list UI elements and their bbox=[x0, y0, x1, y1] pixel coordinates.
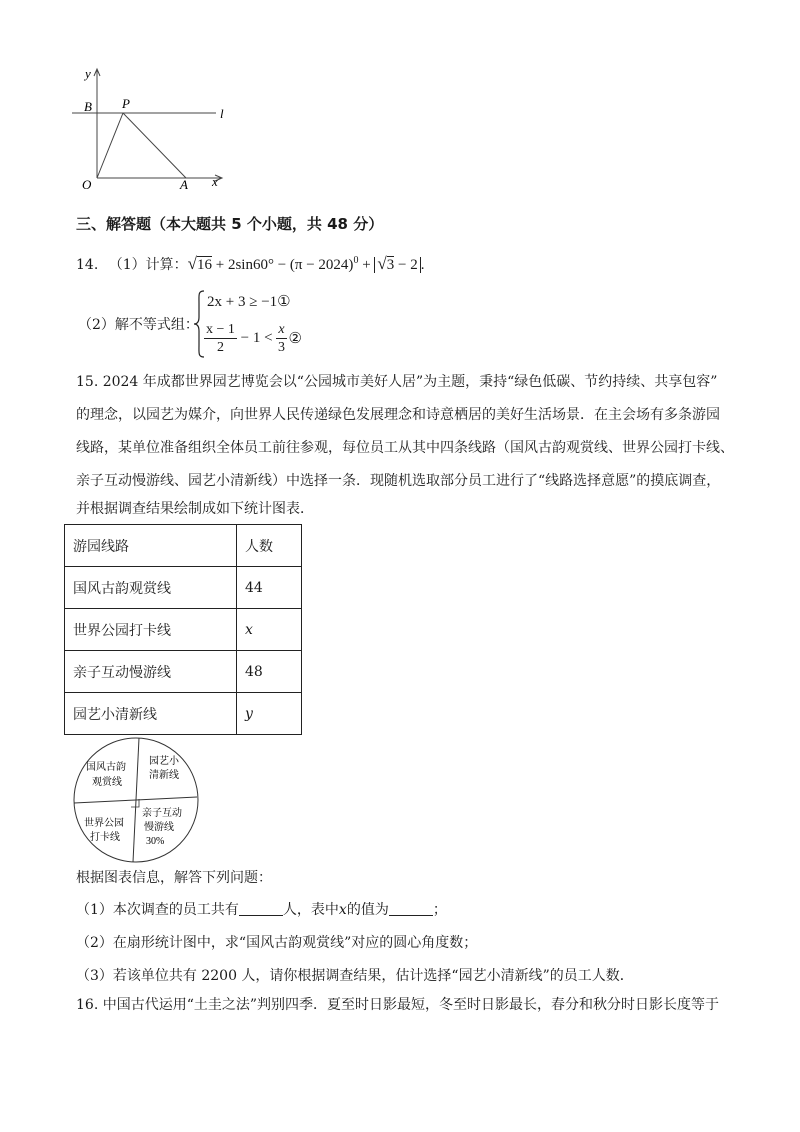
table-cell-count: 44 bbox=[237, 567, 302, 609]
label-B: B bbox=[84, 99, 92, 114]
frac1-num: x − 1 bbox=[206, 322, 235, 337]
pie-label-guofeng-2: 观赏线 bbox=[92, 777, 122, 788]
sub1-d: ； bbox=[432, 902, 447, 918]
ineq1-mark: ① bbox=[277, 294, 291, 310]
q14-part1 bbox=[76, 249, 424, 277]
sub1-var: x bbox=[338, 902, 347, 918]
table-row bbox=[65, 567, 302, 609]
abs-sqrt-sign: √ bbox=[377, 254, 387, 273]
sub1-c: 的值为 bbox=[346, 902, 389, 918]
inequality-2 bbox=[204, 321, 302, 356]
table-row bbox=[65, 693, 302, 735]
abs-bar-left bbox=[374, 254, 420, 273]
expr-exponent: 0 bbox=[353, 255, 359, 266]
ineq1-lhs: 2x + 3 ≥ −1 bbox=[207, 294, 278, 310]
blank-x bbox=[389, 901, 433, 916]
q15-sub1 bbox=[76, 900, 447, 920]
pie-label-qinzi-3: 30% bbox=[146, 836, 165, 847]
table-cell-route: 世界公园打卡线 bbox=[65, 609, 237, 651]
label-l: l bbox=[220, 106, 224, 121]
q15-intro: 根据图表信息，解答下列问题： bbox=[76, 870, 272, 886]
frac2-den: 3 bbox=[277, 340, 285, 355]
abs-tail: − 2 bbox=[394, 257, 420, 273]
expr-middle: + 2sin60° − (π − 2024) bbox=[211, 257, 354, 273]
table-cell-count: x bbox=[237, 609, 302, 651]
expr-end: . bbox=[420, 257, 425, 273]
table-cell-route: 国风古韵观赏线 bbox=[65, 567, 237, 609]
pie-label-guofeng-1: 国风古韵 bbox=[86, 762, 126, 773]
pie-label-yuanyi-2: 清新线 bbox=[149, 770, 179, 781]
pie-label-shijie-1: 世界公园 bbox=[84, 818, 124, 829]
label-x: x bbox=[212, 174, 218, 189]
coordinate-figure bbox=[60, 60, 240, 195]
q14-expression bbox=[187, 254, 425, 273]
table-header-route: 游园线路 bbox=[65, 525, 237, 567]
table-cell-count: y bbox=[237, 693, 302, 735]
q15-line-4: 亲子互动慢游线、园艺小清新线）中选择一条．现随机选取部分员工进行了“线路选择意愿”的摸底调查， bbox=[76, 473, 721, 489]
q15-sub3: （3）若该单位共有 2200 人，请你根据调查结果，估计选择“园艺小清新线”的员工人数． bbox=[76, 968, 634, 984]
blank-total bbox=[239, 901, 283, 916]
table-row bbox=[65, 651, 302, 693]
ineq2-mark: ② bbox=[288, 331, 302, 347]
sub1-a: （1）本次调查的员工共有 bbox=[76, 902, 239, 918]
frac1-den: 2 bbox=[216, 340, 224, 355]
pie-label-yuanyi bbox=[149, 754, 182, 781]
expr-plus: + bbox=[358, 257, 375, 273]
pie-chart bbox=[70, 736, 202, 864]
sub1-b: 人，表中 bbox=[282, 902, 339, 918]
abs-sqrt-arg: 3 bbox=[386, 257, 395, 273]
sqrt-arg: 16 bbox=[196, 257, 212, 273]
label-P: P bbox=[122, 96, 130, 111]
q16-line: 16. 中国古代运用“土圭之法”判别四季．夏至时日影最短，冬至时日影最长，春分和秋分时日影长度等于 bbox=[76, 997, 720, 1013]
q15-line-1: 15. 2024 年成都世界园艺博览会以“公园城市美好人居”为主题，秉持“绿色低碳、节约持续、共享包容” bbox=[76, 374, 718, 390]
frac2-num: x bbox=[278, 322, 285, 337]
inequality-1 bbox=[207, 292, 291, 311]
pie-label-qinzi bbox=[142, 806, 185, 847]
table-cell-count: 48 bbox=[237, 651, 302, 693]
sqrt-sign: √ bbox=[187, 254, 197, 273]
table-cell-route: 亲子互动慢游线 bbox=[65, 651, 237, 693]
table-header-row bbox=[65, 525, 302, 567]
pie-label-shijie-2: 打卡线 bbox=[90, 832, 120, 843]
ineq2-mid: − 1 < bbox=[236, 330, 277, 346]
label-O: O bbox=[82, 177, 92, 192]
pie-label-guofeng bbox=[86, 760, 129, 788]
q15-line-2: 的理念，以园艺为媒介，向世界人民传递绿色发展理念和诗意栖居的美好生活场景．在主会场有多条游园 bbox=[76, 407, 720, 423]
q15-line-3: 线路，某单位准备组织全体员工前往参观，每位员工从其中四条线路（国风古韵观赏线、世界公园打卡线、 bbox=[76, 440, 734, 456]
pie-label-shijie bbox=[84, 816, 127, 843]
table-cell-route: 园艺小清新线 bbox=[65, 693, 237, 735]
pie-label-qinzi-2: 慢游线 bbox=[144, 822, 174, 833]
survey-table bbox=[64, 524, 302, 735]
label-y: y bbox=[85, 66, 91, 81]
q14-part2-prefix: （2）解不等式组： bbox=[78, 317, 199, 333]
pie-label-yuanyi-1: 园艺小 bbox=[149, 756, 179, 767]
pie-label-qinzi-1: 亲子互动 bbox=[142, 808, 182, 819]
q15-sub2: （2）在扇形统计图中，求“国风古韵观赏线”对应的圆心角度数； bbox=[76, 935, 478, 951]
label-A: A bbox=[180, 177, 188, 192]
q14-part1-prefix: （1）计算： bbox=[108, 257, 188, 273]
q15-line-5: 并根据调查结果绘制成如下统计图表． bbox=[76, 501, 314, 517]
fraction-1 bbox=[204, 321, 237, 356]
fraction-2 bbox=[276, 321, 286, 356]
q14-number: 14. bbox=[76, 257, 99, 273]
section-header: 三、解答题（本大题共 5 个小题，共 48 分） bbox=[76, 215, 384, 233]
table-header-count: 人数 bbox=[237, 525, 302, 567]
table-row bbox=[65, 609, 302, 651]
